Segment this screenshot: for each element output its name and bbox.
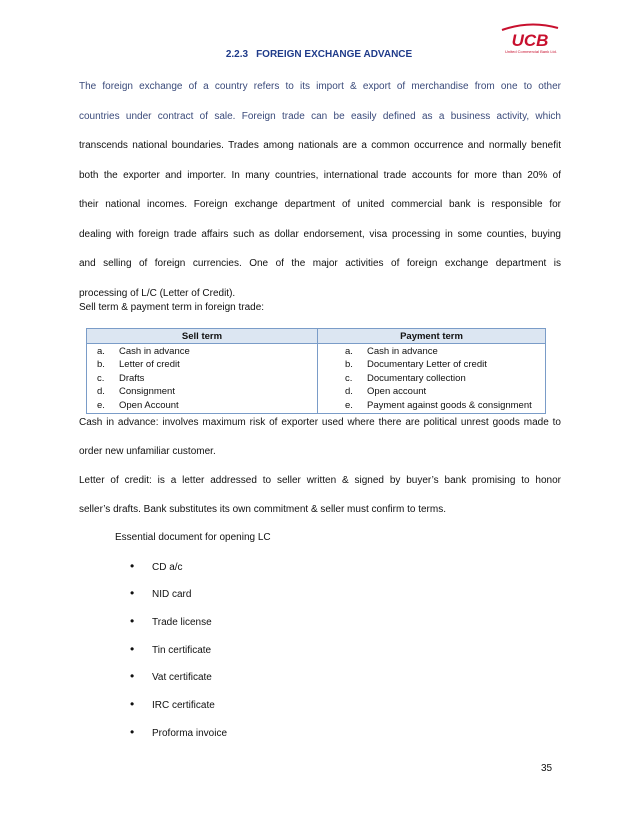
bullet-icon: • (130, 669, 135, 683)
bullet-icon: • (130, 725, 135, 739)
paragraph-line: countries under contract of sale. Foreign trade can be easily defined as a business activity, which (79, 111, 561, 122)
paragraph-line: transcends national boundaries. Trades among nationals are a common occurrence and normally benefit (79, 140, 561, 151)
list-item: b. Documentary Letter of credit (345, 359, 487, 371)
section-heading (0, 49, 638, 60)
logo-text: UCB (511, 31, 549, 50)
paragraph-line: Cash in advance: involves maximum risk of exporter used where there are political unrest goods made to (79, 417, 561, 428)
essential-documents-heading: Essential document for opening LC (115, 532, 271, 543)
list-item: • Vat certificate (130, 669, 212, 683)
section-title: FOREIGN EXCHANGE ADVANCE (256, 49, 413, 60)
list-item: d. Open account (345, 386, 427, 398)
list-item: e. Open Account (97, 399, 179, 411)
list-item: c. Documentary collection (345, 372, 466, 384)
paragraph-line: The foreign exchange of a country refers to its import & export of merchandise from one to other (79, 81, 561, 92)
paragraph-line: their national incomes. Foreign exchange department of united commercial bank is responsible for (79, 199, 561, 210)
paragraph-line: Letter of credit: is a letter addressed to seller written & signed by buyer’s bank promising to honor (79, 475, 561, 486)
bullet-icon: • (130, 559, 135, 573)
paragraph-line: order new unfamiliar customer. (79, 446, 216, 457)
list-item: • Tin certificate (130, 642, 212, 656)
list-item: d. Consignment (97, 386, 175, 398)
list-item: e. Payment against goods & consignment (345, 399, 532, 411)
bullet-icon: • (130, 642, 135, 656)
table-header-sell-term: Sell term (87, 329, 318, 344)
list-item: a. Cash in advance (97, 346, 190, 357)
paragraph-line: both the exporter and importer. In many countries, international trade accounts for more than 20% of (79, 170, 561, 181)
bullet-icon: • (130, 614, 135, 628)
paragraph-line: and selling of foreign currencies. One of the major activities of foreign exchange department is (79, 258, 561, 269)
list-item: • NID card (130, 586, 192, 600)
sell-payment-intro: Sell term & payment term in foreign trade: (79, 302, 265, 313)
paragraph-line: seller’s drafts. Bank substitutes its own commitment & seller must confirm to terms. (79, 504, 446, 515)
bullet-icon: • (130, 697, 135, 711)
list-item: • Trade license (130, 614, 212, 628)
sell-term-list (97, 345, 190, 412)
list-item: b. Letter of credit (97, 359, 180, 371)
section-number: 2.2.3 (225, 49, 249, 60)
list-item: c. Drafts (97, 372, 145, 384)
page-number: 35 (541, 763, 553, 774)
list-item: • Proforma invoice (130, 725, 228, 739)
table-header-payment-term: Payment term (318, 329, 545, 344)
list-item: • IRC certificate (130, 697, 215, 711)
bullet-icon: • (130, 586, 135, 600)
paragraph-line: processing of L/C (Letter of Credit). (79, 288, 236, 299)
terms-table (86, 328, 546, 414)
payment-term-list (345, 345, 532, 412)
list-item: a. Cash in advance (345, 346, 438, 357)
paragraph-line: dealing with foreign trade affairs such as dollar endorsement, visa processing in some counties, buying (79, 229, 561, 240)
logo-tagline: United Commercial Bank Ltd. (504, 49, 558, 54)
list-item: • CD a/c (130, 559, 183, 573)
